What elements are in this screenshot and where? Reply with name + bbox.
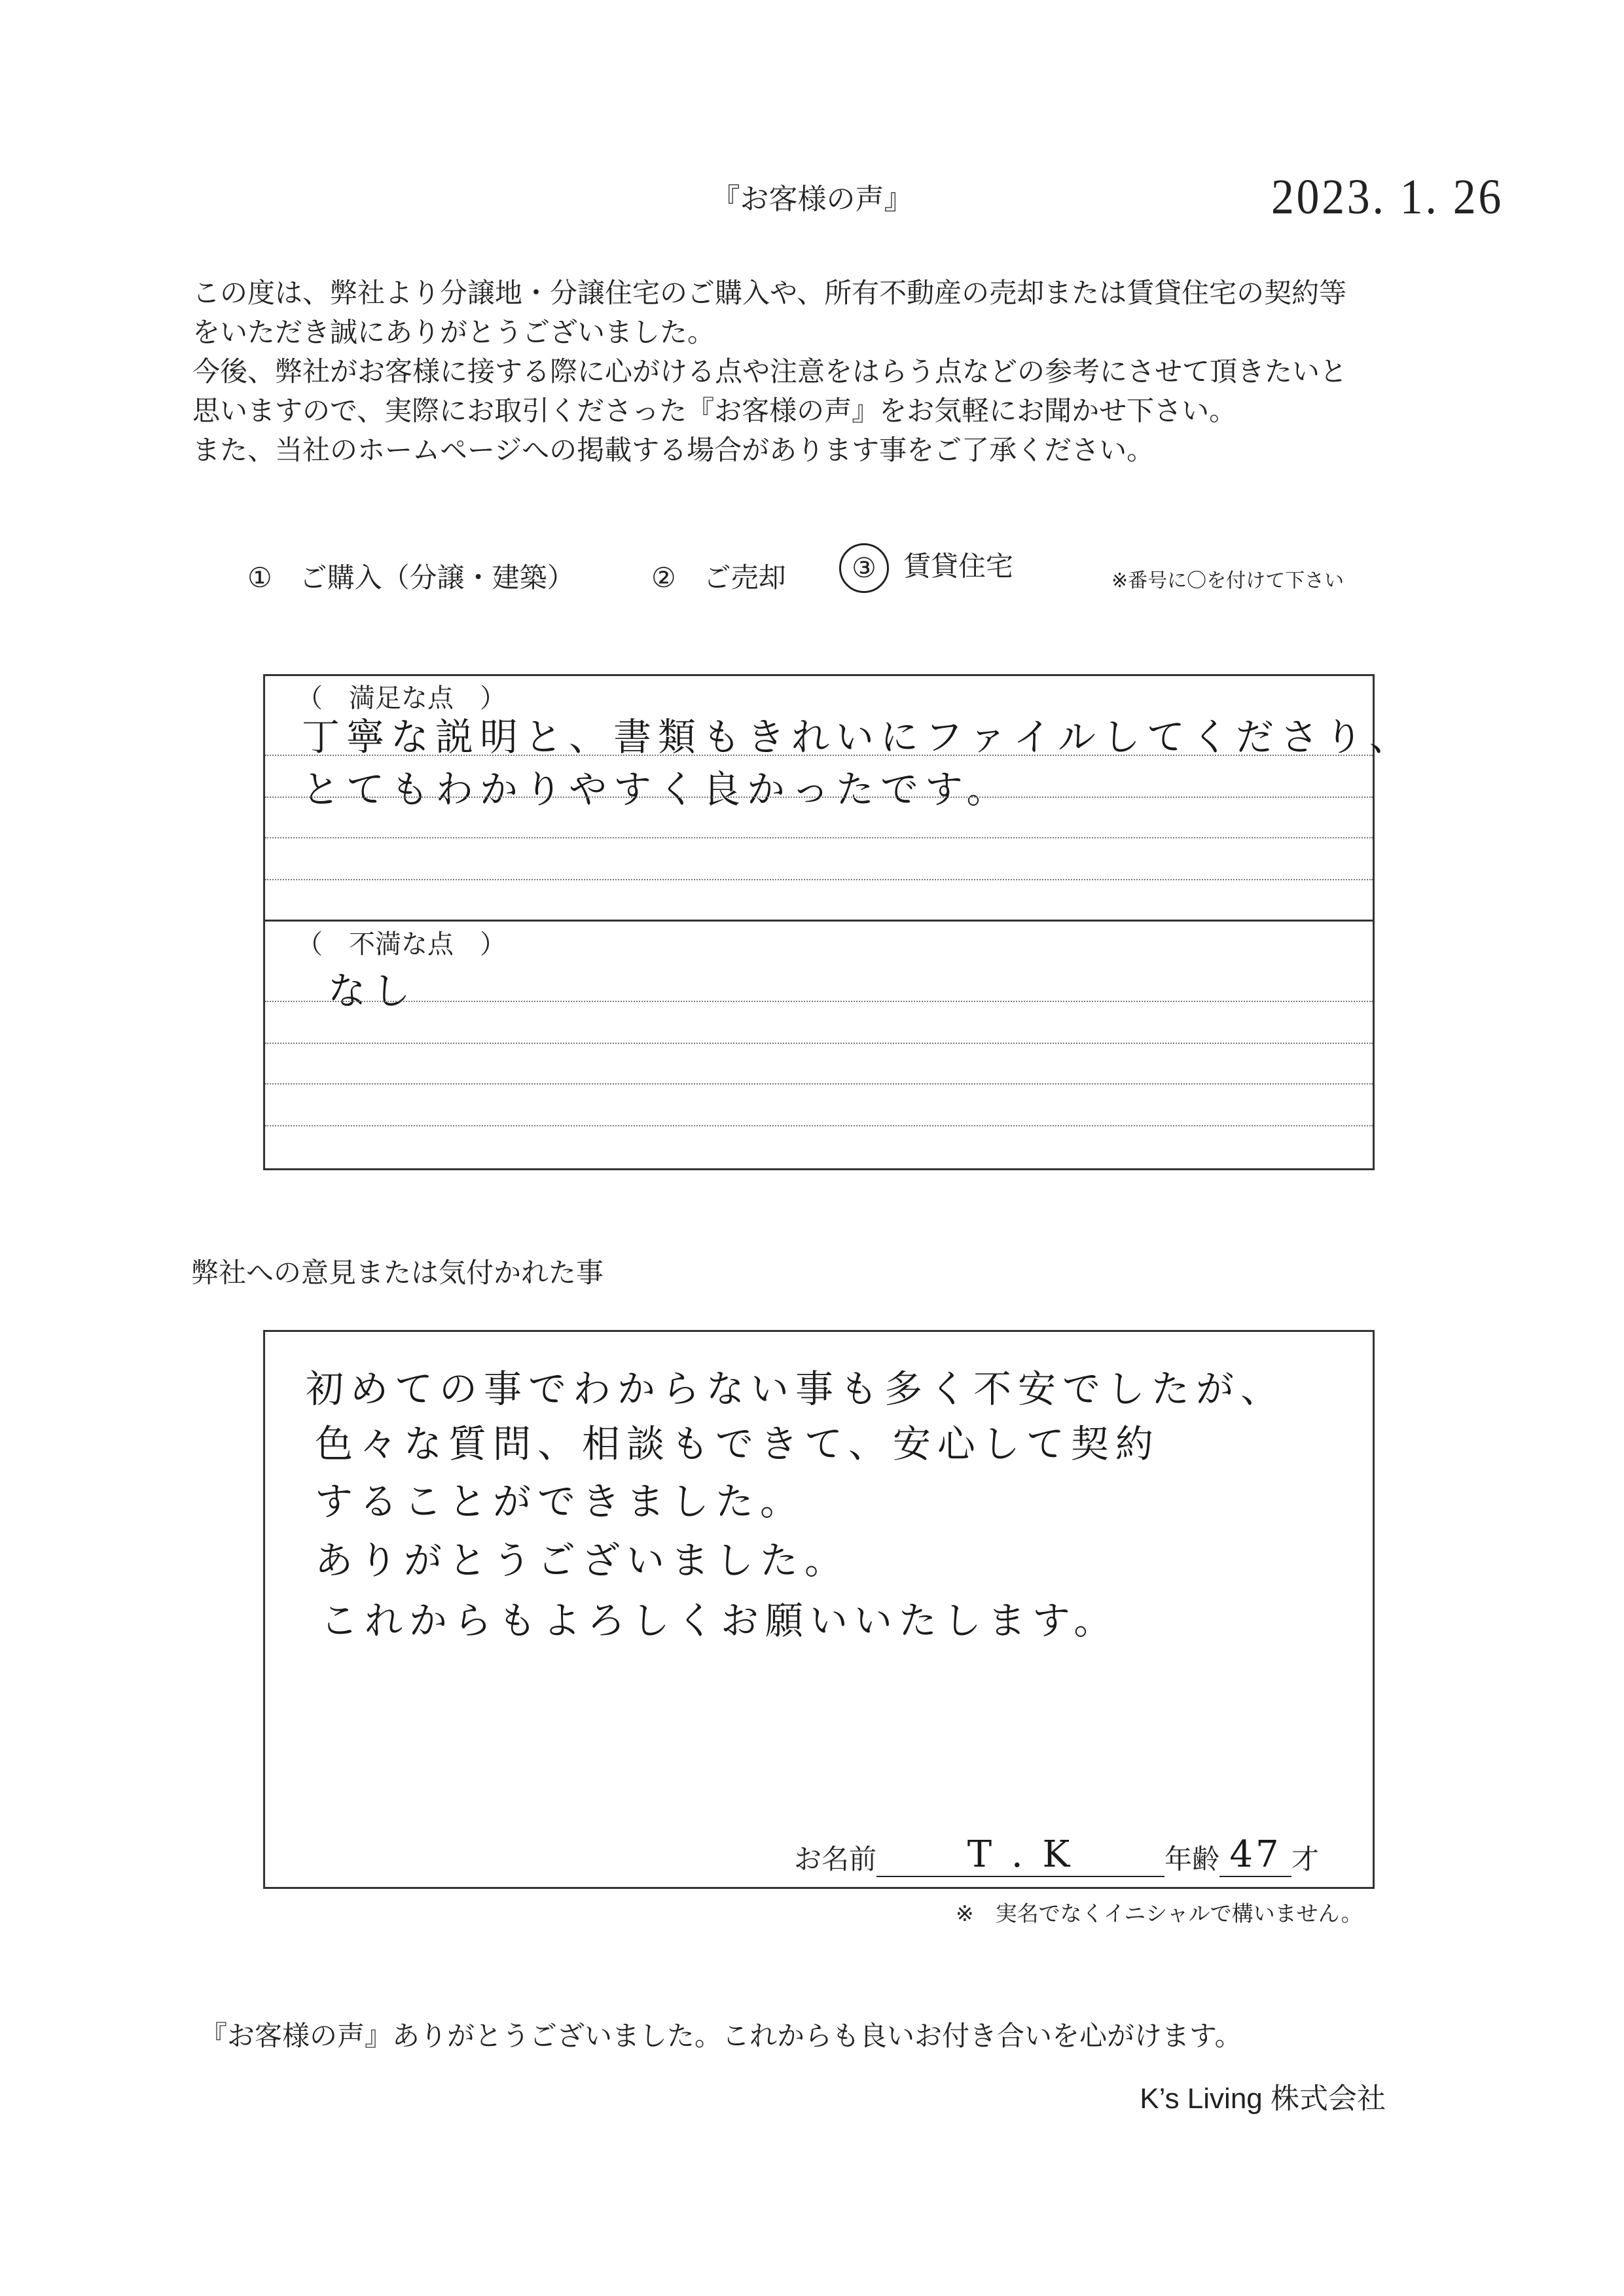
handwritten-date: 2023. 1. 26 [1271, 170, 1504, 224]
form-title: 『お客様の声』 [711, 183, 913, 216]
intro-line: をいただき誠にありがとうございました。 [192, 316, 715, 348]
option-rental [839, 543, 1013, 593]
opinion-line: することができました。 [315, 1479, 805, 1524]
option-rental-label: 賃貸住宅 [903, 550, 1014, 583]
signature-row [794, 1833, 1319, 1877]
option-instruction: ※番号に〇を付けて下さい [1111, 569, 1344, 592]
unsatisfied-label: （ 不満な点 ） [297, 929, 506, 960]
age-label: 年齢 [1164, 1843, 1220, 1875]
opinion-line: 色々な質問、相談もできて、安心して契約 [315, 1422, 1160, 1466]
name-value: T . K [876, 1833, 1164, 1877]
intro-line: 思いますので、実際にお取引くださった『お客様の声』をお気軽にお聞かせ下さい。 [192, 395, 1237, 427]
intro-line: 今後、弊社がお客様に接する際に心がける点や注意をはらう点などの参考にさせて頂きたいと [192, 355, 1348, 387]
option-purchase: ① ご購入（分譲・建築） [247, 562, 575, 594]
age-unit: 才 [1291, 1843, 1320, 1875]
initials-note: ※ 実名でなくイニシャルで構いません。 [956, 1901, 1363, 1926]
intro-line: この度は、弊社より分譲地・分譲住宅のご購入や、所有不動産の売却または賃貸住宅の契約等 [192, 277, 1347, 309]
selected-option-circle: ③ [839, 543, 889, 593]
satisfied-line: とてもわかりやすく良かったです。 [302, 767, 1011, 812]
option-sale: ② ご売却 [651, 562, 786, 594]
unsatisfied-line: なし [328, 969, 418, 1013]
opinion-line: 初めての事でわからない事も多く不安でしたが、 [306, 1367, 1286, 1411]
satisfied-label: （ 満足な点 ） [297, 683, 506, 713]
opinion-line: これからもよろしくお願いいたします。 [320, 1598, 1119, 1643]
intro-text [192, 274, 1449, 470]
intro-line: また、当社のホームページへの掲載する場合があります事をご了承ください。 [192, 434, 1155, 466]
opinions-label: 弊社への意見または気付かれた事 [191, 1257, 604, 1289]
name-label: お名前 [794, 1843, 877, 1875]
closing-message: 『お客様の声』ありがとうございました。これからも良いお付き合いを心がけます。 [200, 2020, 1242, 2052]
opinion-line: ありがとうございました。 [315, 1538, 850, 1583]
age-value: 47 [1219, 1833, 1291, 1877]
satisfied-line: 丁寧な説明と、書類もきれいにファイルしてくださり、 [302, 715, 1414, 759]
opinions-box [263, 1330, 1375, 1889]
feedback-box [263, 674, 1414, 1170]
company-name: K’s Living 株式会社 [1140, 2083, 1386, 2115]
